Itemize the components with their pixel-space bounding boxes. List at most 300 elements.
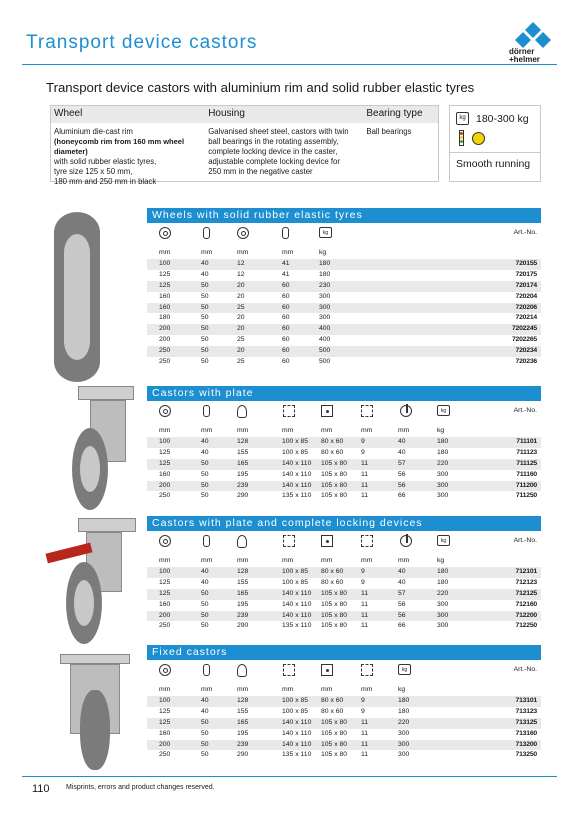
table-cell: 9 [361,438,365,445]
hub-bore-icon [237,227,249,239]
table-cell: 140 x 110 [282,481,312,489]
spec-table-header [51,106,438,123]
load-kg-icon: kg [319,227,332,238]
section-castors-lock [147,516,541,632]
article-number: 713125 [515,718,537,726]
table-cell: 180 [319,260,331,267]
table-cell: 60 [282,336,290,344]
load-kg-icon: kg [437,535,450,546]
table-cell: 56 [398,611,406,619]
bolt-hole-spacing-icon [321,535,333,547]
table-cell: 140 x 110 [282,459,312,467]
spec-wheel-text [51,123,205,189]
unit: kg [437,557,445,564]
load-kg-icon: kg [437,405,450,416]
rating-divider [450,152,540,153]
table-cell: 100 x 85 [282,438,309,445]
table-cell: 105 x 80 [321,459,348,467]
table-cell: 155 [237,448,249,456]
article-number: 712250 [515,622,537,630]
table-cell: 500 [319,358,331,366]
table-row [147,589,541,600]
table-cell: 40 [398,448,406,456]
table-cell: 155 [237,707,249,715]
table-cell: 160 [159,600,171,608]
table-cell: 400 [319,325,331,333]
wheel-width-icon [203,664,210,676]
unit: mm [201,557,213,564]
load-kg-icon: kg [398,664,411,675]
offset-icon [400,405,412,417]
table-row [147,718,541,729]
table-cell: 11 [361,740,369,748]
unit: mm [282,557,294,564]
unit: mm [237,686,249,693]
table-cell: 239 [237,740,249,748]
table-cell: 80 x 60 [321,578,344,586]
table-cell: 220 [437,589,449,597]
castor-with-plate-image [60,386,142,510]
table-cell: 128 [237,568,249,575]
plate-size-icon [283,405,295,417]
table-cell: 230 [319,281,331,289]
spec-table-body [51,123,438,189]
icon-header-row [147,660,541,683]
unit: mm [201,686,213,693]
table-cell: 105 x 80 [321,589,348,597]
logo-line2: +helmer [509,55,540,64]
unit: mm [321,427,333,434]
table-cell: 290 [237,492,249,500]
table-cell: 125 [159,270,171,278]
table-cell: 25 [237,336,245,344]
smooth-running-label: Smooth running [456,158,531,170]
table-row [147,750,541,761]
table-cell: 180 [437,568,449,575]
table-row [147,303,541,314]
wheel-diameter-icon [159,535,171,547]
article-number: 712101 [515,568,537,575]
table-cell: 239 [237,481,249,489]
table-cell: 100 x 85 [282,448,309,456]
table-row [147,707,541,718]
table-cell: 50 [201,347,209,355]
article-number: 720175 [515,270,537,278]
table-cell: 300 [398,740,410,748]
article-number: 711250 [515,492,537,500]
table-cell: 100 x 85 [282,707,309,715]
footer-disclaimer: Misprints, errors and product changes reserved. [66,784,215,791]
table-cell: 300 [437,492,449,500]
table-cell: 11 [361,611,369,619]
brand-logo [509,22,557,66]
table-cell: 11 [361,718,369,726]
table-cell: 105 x 80 [321,611,348,619]
page-number: 110 [32,783,50,795]
page-title: Transport device castors [26,32,258,53]
table-cell: 300 [319,292,331,300]
table-cell: 180 [437,438,449,445]
table-cell: 40 [201,260,209,267]
table-row [147,259,541,270]
table-cell: 180 [437,578,449,586]
article-number: 720206 [515,303,537,311]
table-cell: 11 [361,481,369,489]
table-cell: 60 [282,314,290,322]
table-cell: 20 [237,347,245,355]
table-cell: 300 [437,611,449,619]
table-cell: 66 [398,622,406,630]
table-cell: 100 x 85 [282,578,309,586]
table-cell: 100 [159,568,171,575]
rating-load-row [454,110,538,150]
spec-head-bearing: Bearing type [366,108,423,119]
castor-with-lock-image [40,518,140,644]
section-wheels [147,208,541,368]
spec-head-housing: Housing [208,108,245,119]
spec-table [50,105,439,186]
table-cell: 105 x 80 [321,740,348,748]
article-number: 711123 [516,448,537,456]
art-no-header: Art.-No. [513,666,537,673]
spec-housing-line3: complete locking device in the caster, [208,147,338,156]
table-row [147,481,541,492]
table-cell: 200 [159,611,171,619]
hub-length-icon [282,227,289,239]
overall-height-icon [237,405,247,418]
logo-text [509,48,540,64]
table-cell: 195 [237,470,249,478]
table-row [147,437,541,448]
table-cell: 200 [159,740,171,748]
article-number: 713101 [515,697,537,704]
table-cell: 25 [237,358,245,366]
article-number: 712125 [515,589,537,597]
table-cell: 180 [398,707,410,715]
units-row [147,554,541,567]
table-cell: 60 [282,292,290,300]
spec-housing-line2: ball bearings in the rotating assembly, [208,137,339,146]
article-number: 720236 [515,358,537,366]
table-cell: 80 x 60 [321,438,344,445]
table-cell: 125 [159,448,171,456]
table-cell: 80 x 60 [321,707,344,715]
bolt-hole-spacing-icon [321,405,333,417]
article-number: 720204 [515,292,537,300]
table-cell: 250 [159,622,171,630]
table-cell: 105 x 80 [321,481,348,489]
table-cell: 128 [237,697,249,704]
spec-housing-line4: adjustable complete locking device for [208,157,340,166]
unit: mm [159,249,171,256]
table-cell: 56 [398,470,406,478]
hand-push-icon [472,132,485,145]
table-cell: 20 [237,281,245,289]
table-cell: 20 [237,314,245,322]
load-capacity: 180-300 kg [476,113,529,125]
table-cell: 40 [201,448,209,456]
table-cell: 50 [201,622,209,630]
table-cell: 40 [201,568,209,575]
unit: mm [201,427,213,434]
table-cell: 105 x 80 [321,622,348,630]
table-cell: 180 [437,448,449,456]
table-row [147,324,541,335]
unit: kg [437,427,445,434]
spec-housing-line5: 250 mm in the negative caster [208,167,313,176]
table-row [147,740,541,751]
table-cell: 105 x 80 [321,718,348,726]
table-cell: 50 [201,292,209,300]
footer-divider [22,776,557,777]
table-row [147,696,541,707]
table-row [147,459,541,470]
table-cell: 50 [201,358,209,366]
table-cell: 56 [398,481,406,489]
spec-head-wheel: Wheel [54,108,83,119]
table-cell: 40 [398,578,406,586]
section-title: Castors with plate and complete locking devices [147,516,541,531]
table-cell: 100 [159,260,171,267]
table-cell: 11 [361,470,369,478]
table-cell: 50 [201,729,209,737]
table-row [147,292,541,303]
table-cell: 41 [282,260,290,267]
table-cell: 165 [237,718,249,726]
table-cell: 50 [201,600,209,608]
table-row [147,270,541,281]
table-cell: 105 x 80 [321,470,348,478]
table-cell: 50 [201,336,209,344]
table-cell: 50 [201,303,209,311]
table-cell: 50 [201,751,209,759]
table-cell: 40 [201,270,209,278]
header-divider [22,64,557,65]
unit: mm [321,686,333,693]
article-number: 720234 [515,347,537,355]
table-cell: 11 [361,600,369,608]
table-cell: 11 [361,492,369,500]
table-row [147,729,541,740]
art-no-header: Art.-No. [513,537,537,544]
table-cell: 40 [201,438,209,445]
table-cell: 11 [361,729,369,737]
article-number: 712123 [515,578,537,586]
table-cell: 9 [361,578,365,586]
overall-height-icon [237,535,247,548]
table-cell: 140 x 110 [282,611,312,619]
table-cell: 140 x 110 [282,740,312,748]
table-cell: 300 [319,314,331,322]
table-cell: 50 [201,589,209,597]
section-title: Castors with plate [147,386,541,401]
spec-bearing-text: Ball bearings [366,127,412,136]
article-number: 713250 [515,751,537,759]
table-cell: 220 [437,459,449,467]
table-cell: 11 [361,589,369,597]
table-row [147,491,541,502]
table-cell: 12 [237,260,245,267]
table-cell: 25 [237,303,245,311]
table-cell: 290 [237,622,249,630]
logo-line1: dörner [509,47,535,56]
table-cell: 105 x 80 [321,751,348,759]
table-cell: 20 [237,292,245,300]
units-row [147,246,541,259]
table-cell: 20 [237,325,245,333]
table-cell: 50 [201,459,209,467]
unit: mm [398,557,410,564]
table-cell: 140 x 110 [282,470,312,478]
table-cell: 200 [159,325,171,333]
table-cell: 300 [437,622,449,630]
table-row [147,621,541,632]
table-cell: 300 [437,470,449,478]
article-number: 711160 [516,470,537,478]
table-cell: 40 [398,568,406,575]
table-cell: 11 [361,622,369,630]
article-number: 713123 [515,707,537,715]
table-cell: 50 [201,611,209,619]
table-cell: 50 [201,325,209,333]
table-cell: 50 [201,470,209,478]
art-no-header: Art.-No. [513,229,537,236]
article-number: 720155 [515,260,537,267]
table-cell: 400 [319,336,331,344]
table-row [147,470,541,481]
bolt-hole-diameter-icon [361,405,373,417]
units-row [147,424,541,437]
table-cell: 105 x 80 [321,492,348,500]
table-cell: 66 [398,492,406,500]
table-row [147,281,541,292]
table-cell: 250 [159,492,171,500]
units-row [147,683,541,696]
table-cell: 128 [237,438,249,445]
table-cell: 250 [159,358,171,366]
table-cell: 105 x 80 [321,600,348,608]
data-rows [147,696,541,761]
table-cell: 300 [398,751,410,759]
unit: mm [237,557,249,564]
table-cell: 80 x 60 [321,568,344,575]
table-cell: 50 [201,718,209,726]
table-cell: 11 [361,751,369,759]
wheel-image [36,212,116,382]
table-cell: 135 x 110 [282,622,312,630]
table-cell: 105 x 80 [321,729,348,737]
spec-wheel-line1: Aluminium die-cast rim [54,127,133,136]
wheel-diameter-icon [159,227,171,239]
table-cell: 135 x 110 [282,751,312,759]
table-cell: 100 [159,438,171,445]
table-cell: 50 [201,281,209,289]
table-cell: 60 [282,281,290,289]
wheel-diameter-icon [159,664,171,676]
table-cell: 290 [237,751,249,759]
unit: mm [282,427,294,434]
table-cell: 9 [361,568,365,575]
art-no-header: Art.-No. [513,407,537,414]
bolt-hole-diameter-icon [361,535,373,547]
table-row [147,578,541,589]
table-row [147,313,541,324]
table-cell: 56 [398,600,406,608]
table-cell: 80 x 60 [321,697,344,704]
unit: mm [237,249,249,256]
article-number: 720174 [515,281,537,289]
table-cell: 200 [159,336,171,344]
table-cell: 41 [282,270,290,278]
unit: mm [361,557,373,564]
offset-icon [400,535,412,547]
table-cell: 125 [159,589,171,597]
table-cell: 250 [159,347,171,355]
table-cell: 239 [237,611,249,619]
table-cell: 40 [201,578,209,586]
icon-header-row [147,401,541,424]
table-cell: 300 [437,481,449,489]
unit: kg [319,249,327,256]
unit: mm [398,427,410,434]
icon-header-row [147,531,541,554]
bolt-hole-diameter-icon [361,664,373,676]
wheel-width-icon [203,227,210,239]
unit: mm [237,427,249,434]
table-cell: 160 [159,470,171,478]
article-number: 711125 [516,459,537,467]
table-cell: 60 [282,358,290,366]
unit: mm [201,249,213,256]
table-cell: 125 [159,707,171,715]
table-cell: 165 [237,459,249,467]
table-cell: 11 [361,459,369,467]
table-row [147,346,541,357]
table-cell: 40 [201,697,209,704]
table-cell: 50 [201,492,209,500]
spec-wheel-line5: 180 mm and 250 mm in black [54,177,157,186]
table-cell: 140 x 110 [282,718,312,726]
section-title: Wheels with solid rubber elastic tyres [147,208,541,223]
table-cell: 60 [282,303,290,311]
unit: mm [159,557,171,564]
overall-height-icon [237,664,247,677]
table-cell: 125 [159,281,171,289]
unit: mm [361,427,373,434]
wheel-width-icon [203,535,210,547]
traffic-light-icon [459,130,464,146]
data-rows [147,567,541,632]
spec-wheel-line3: with solid rubber elastic tyres, [54,157,157,166]
table-cell: 100 [159,697,171,704]
table-cell: 140 x 110 [282,729,312,737]
unit: mm [282,686,294,693]
article-number: 711200 [515,481,537,489]
data-rows [147,437,541,502]
table-cell: 50 [201,740,209,748]
spec-housing-line1: Galvanised sheet steel, castors with twin [208,127,349,136]
section-fixed-castors [147,645,541,761]
table-cell: 200 [159,481,171,489]
table-cell: 40 [201,707,209,715]
spec-housing-text [205,123,363,189]
table-cell: 9 [361,448,365,456]
unit: kg [398,686,406,693]
table-cell: 300 [319,303,331,311]
logo-mark-icon [509,22,557,48]
section-castors-plate [147,386,541,502]
table-cell: 300 [437,600,449,608]
